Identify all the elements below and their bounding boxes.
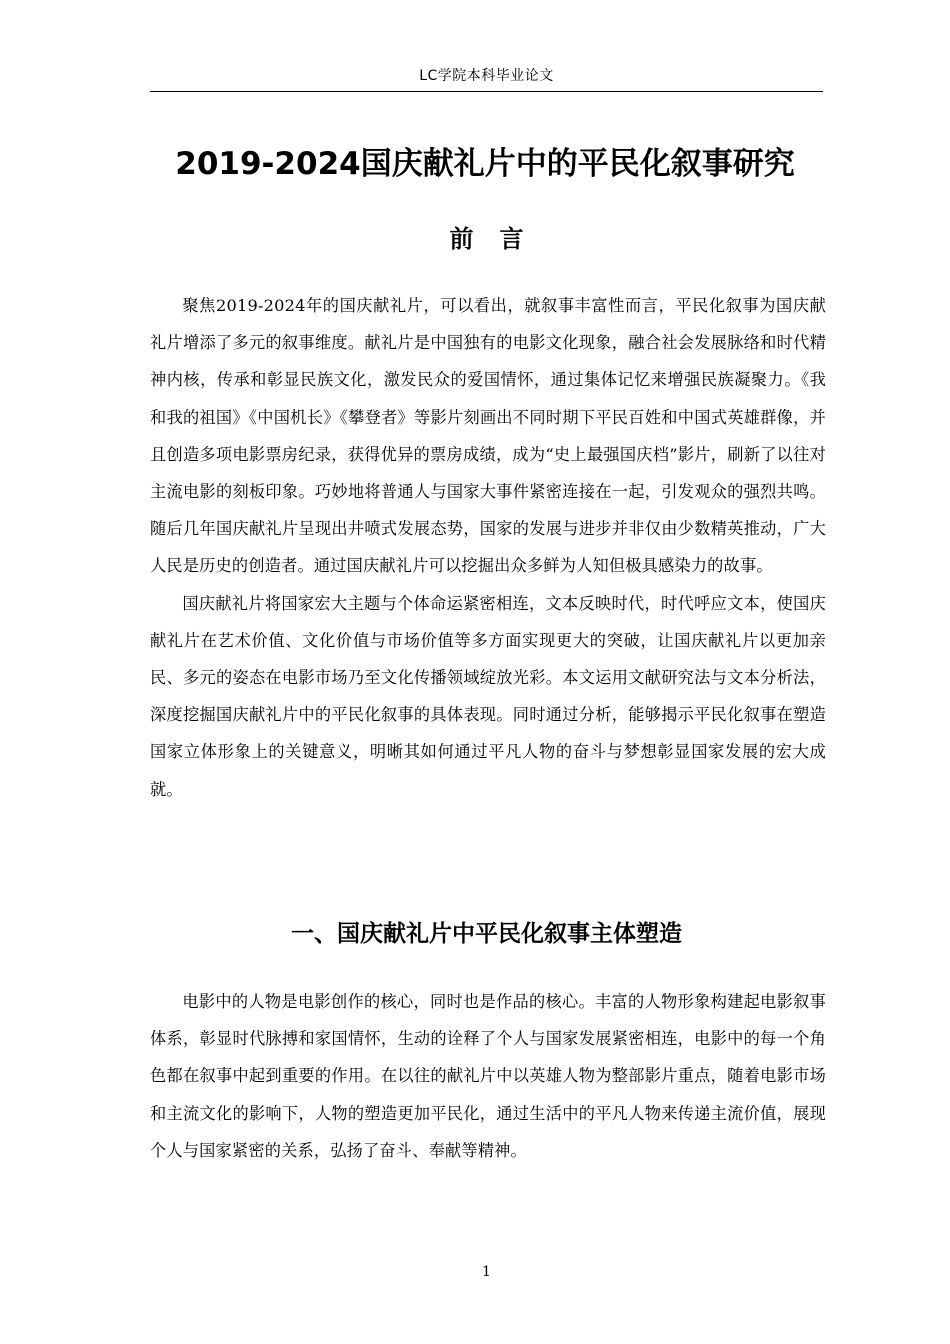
document-title: 2019-2024国庆献礼片中的平民化叙事研究	[175, 146, 795, 182]
page-number: 1	[482, 1264, 491, 1280]
preface-paragraph-1: 聚焦2019-2024年的国庆献礼片，可以看出，就叙事丰富性而言，平民化叙事为国庆献礼片增添了多元的叙事维度。献礼片是中国独有的电影文化现象，融合社会发展脉络和时代精神内核，传承和彰显民族文化，激发民众的爱国情怀，通过集体记忆来增强民族凝聚力。《我和我的祖国》《中国机长》《攀登者》等影片刻画出不同时期下平民百姓和中国式英雄群像，并且创造多项电影票房纪录，获得优异的票房成绩，成为“史上最强国庆档”影片，刷新了以往对主流电影的刻板印象。巧妙地将普通人与国家大事件紧密连接在一起，引发观众的强烈共鸣。随后几年国庆献礼片呈现出井喷式发展态势，国家的发展与进步并非仅由少数精英推动，广大人民是历史的创造者。通过国庆献礼片可以挖掘出众多鲜为人知但极具感染力的故事。	[150, 296, 826, 576]
section-heading-1: 一、国庆献礼片中平民化叙事主体塑造	[291, 921, 682, 947]
preface-heading: 前言	[449, 225, 550, 253]
header-divider	[150, 91, 823, 92]
section-paragraph-1: 电影中的人物是电影创作的核心，同时也是作品的核心。丰富的人物形象构建起电影叙事体系，彰显时代脉搏和家国情怀，生动的诠释了个人与国家发展紧密相连，电影中的每一个角色都在叙事中起到重要的作用。在以往的献礼片中以英雄人物为整部影片重点，随着电影市场和主流文化的影响下，人物的塑造更加平民化，通过生活中的平凡人物来传递主流价值，展现个人与国家紧密的关系，弘扬了奋斗、奉献等精神。	[150, 992, 826, 1160]
preface-paragraph-2: 国庆献礼片将国家宏大主题与个体命运紧密相连，文本反映时代，时代呼应文本，使国庆献礼片在艺术价值、文化价值与市场价值等多方面实现更大的突破，让国庆献礼片以更加亲民、多元的姿态在电影市场乃至文化传播领域绽放光彩。本文运用文献研究法与文本分析法，深度挖掘国庆献礼片中的平民化叙事的具体表现。同时通过分析，能够揭示平民化叙事在塑造国家立体形象上的关键意义，明晰其如何通过平凡人物的奋斗与梦想彰显国家发展的宏大成就。	[150, 593, 826, 799]
running-header: LC学院本科毕业论文	[419, 68, 554, 84]
section-body	[150, 983, 826, 1169]
preface-body	[150, 287, 826, 808]
